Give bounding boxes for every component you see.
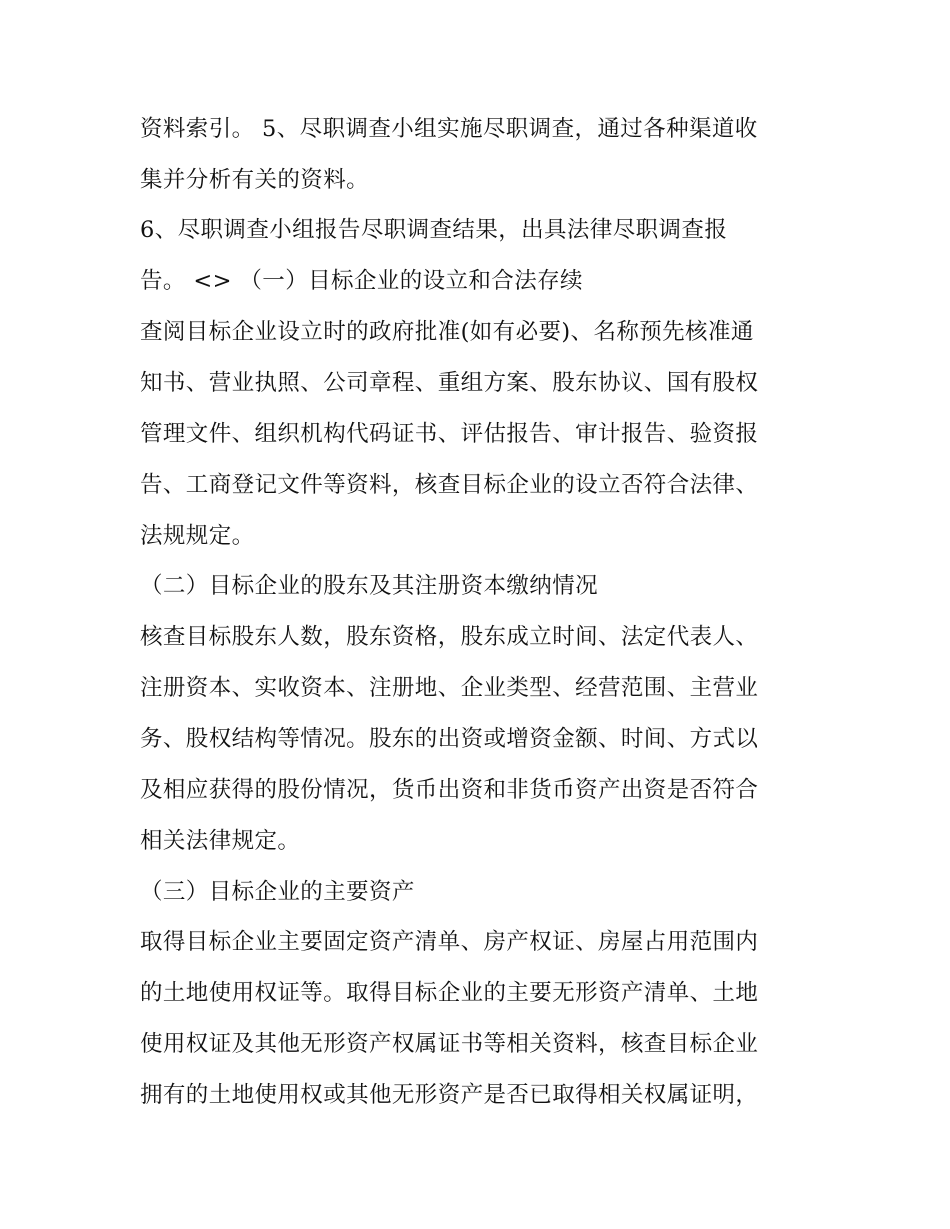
text-line: 核查目标股东人数，股东资格，股东成立时间、法定代表人、 bbox=[140, 624, 759, 650]
text-line: 及相应获得的股份情况，货币出资和非货币资产出资是否符合 bbox=[140, 777, 759, 803]
text-line: 管理文件、组织机构代码证书、评估报告、审计报告、验资报 bbox=[140, 421, 759, 447]
text-line: 法规规定。 bbox=[140, 523, 255, 549]
text-line: 查阅目标企业设立时的政府批准(如有必要)、名称预先核准通 bbox=[140, 319, 754, 345]
text-line: 相关法律规定。 bbox=[140, 828, 301, 854]
text-line: 资料索引。 5、尽职调查小组实施尽职调查，通过各种渠道收 bbox=[140, 116, 758, 142]
text-line: 集并分析有关的资料。 bbox=[140, 167, 370, 193]
text-line: 告、工商登记文件等资料，核查目标企业的设立否符合法律、 bbox=[140, 472, 759, 498]
section-heading: （二）目标企业的股东及其注册资本缴纳情况 bbox=[140, 573, 599, 599]
text-line: 务、股权结构等情况。股东的出资或增资金额、时间、方式以 bbox=[140, 726, 759, 752]
text-line: 6、尽职调查小组报告尽职调查结果，出具法律尽职调查报 bbox=[140, 217, 728, 243]
text-line: 取得目标企业主要固定资产清单、房产权证、房屋占用范围内 bbox=[140, 929, 759, 955]
text-line: 的土地使用权证等。取得目标企业的主要无形资产清单、土地 bbox=[140, 980, 759, 1006]
text-line: 告。 <> （一）目标企业的设立和合法存续 bbox=[140, 268, 583, 294]
section-heading: （三）目标企业的主要资产 bbox=[140, 879, 415, 905]
text-line: 注册资本、实收资本、注册地、企业类型、经营范围、主营业 bbox=[140, 675, 759, 701]
text-line: 使用权证及其他无形资产权属证书等相关资料，核查目标企业 bbox=[140, 1031, 759, 1057]
text-line: 知书、营业执照、公司章程、重组方案、股东协议、国有股权 bbox=[140, 370, 759, 396]
text-line: 拥有的土地使用权或其他无形资产是否已取得相关权属证明， bbox=[140, 1082, 759, 1108]
